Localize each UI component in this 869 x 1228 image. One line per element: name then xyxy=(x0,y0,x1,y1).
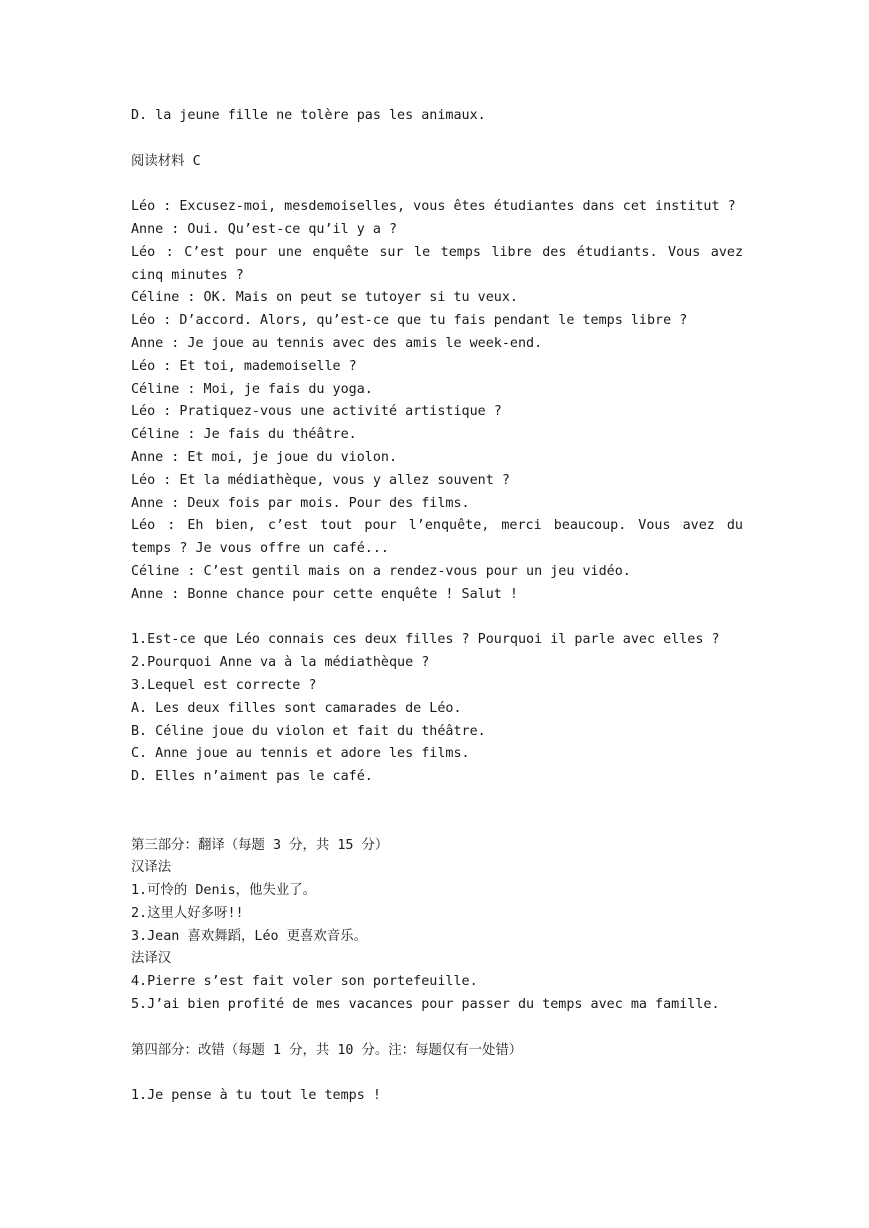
spacer xyxy=(131,789,743,835)
part4-title: 第四部分：改错（每题 1 分，共 10 分。注：每题仅有一处错） xyxy=(131,1042,523,1058)
dialogue-line: Anne : Oui. Qu’est-ce qu’il y a ? xyxy=(131,221,398,237)
translation-item: 2.这里人好多呀!! xyxy=(131,905,244,921)
dialogue-line: Léo : Et toi, mademoiselle ? xyxy=(131,358,357,374)
dialogue-line: Céline : Je fais du théâtre. xyxy=(131,427,357,443)
document-page xyxy=(131,105,752,1108)
part4-correction xyxy=(131,1040,743,1108)
correction-item: 1.Je pense à tu tout le temps ! xyxy=(131,1088,381,1104)
fr-zh-title: 法译汉 xyxy=(131,951,172,967)
question-1: 1.Est-ce que Léo connais ces deux filles ? Pourquoi il parle avec elles ? xyxy=(131,632,720,648)
part3-translation xyxy=(131,835,743,1017)
previous-option-d: D. la jeune fille ne tolère pas les animaux. xyxy=(131,108,486,123)
reading-c-title: 阅读材料 C xyxy=(131,153,201,169)
dialogue-line: Céline : C’est gentil mais on a rendez-vous pour un jeu vidéo. xyxy=(131,563,631,579)
spacer xyxy=(131,128,743,151)
questions xyxy=(131,629,743,789)
option-b: B. Céline joue du violon et fait du théâtre. xyxy=(131,723,486,739)
spacer xyxy=(131,1017,743,1040)
option-d: D. Elles n’aiment pas le café. xyxy=(131,769,373,785)
spacer xyxy=(131,173,743,196)
spacer xyxy=(131,607,743,630)
zh-fr-title: 汉译法 xyxy=(131,860,172,876)
dialogue-line: Léo : C’est pour une enquête sur le temps libre des étudiants. Vous avez cinq minutes ? xyxy=(131,244,752,283)
translation-item: 5.J’ai bien profité de mes vacances pour passer du temps avec ma famille. xyxy=(131,997,720,1013)
dialogue-line: Léo : Excusez-moi, mesdemoiselles, vous êtes étudiantes dans cet institut ? xyxy=(131,199,736,215)
dialogue-line: Léo : Eh bien, c’est tout pour l’enquête, merci beaucoup. Vous avez du temps ? Je vous offre un café... xyxy=(131,518,752,557)
option-a: A. Les deux filles sont camarades de Léo. xyxy=(131,700,462,716)
dialogue-line: Léo : Et la médiathèque, vous y allez souvent ? xyxy=(131,472,510,488)
translation-item: 1.可怜的 Denis，他失业了。 xyxy=(131,883,317,899)
dialogue-line: Léo : Pratiquez-vous une activité artistique ? xyxy=(131,404,502,420)
dialogue-line: Léo : D’accord. Alors, qu’est-ce que tu fais pendant le temps libre ? xyxy=(131,313,688,329)
option-c: C. Anne joue au tennis et adore les films. xyxy=(131,746,470,762)
spacer xyxy=(131,1062,743,1085)
question-3: 3.Lequel est correcte ? xyxy=(131,677,317,693)
dialogue-line: Anne : Deux fois par mois. Pour des films. xyxy=(131,495,470,511)
dialogue-line: Anne : Je joue au tennis avec des amis le week-end. xyxy=(131,335,543,351)
dialogue-line: Céline : OK. Mais on peut se tutoyer si tu veux. xyxy=(131,290,518,306)
dialogue xyxy=(131,196,752,606)
dialogue-line: Anne : Et moi, je joue du violon. xyxy=(131,449,398,465)
dialogue-line: Céline : Moi, je fais du yoga. xyxy=(131,381,373,397)
translation-item: 3.Jean 喜欢舞蹈，Léo 更喜欢音乐。 xyxy=(131,928,367,944)
translation-item: 4.Pierre s’est fait voler son portefeuille. xyxy=(131,974,478,990)
dialogue-line: Anne : Bonne chance pour cette enquête ! Salut ! xyxy=(131,586,518,602)
question-2: 2.Pourquoi Anne va à la médiathèque ? xyxy=(131,655,430,671)
part3-title: 第三部分：翻译（每题 3 分，共 15 分） xyxy=(131,837,389,853)
